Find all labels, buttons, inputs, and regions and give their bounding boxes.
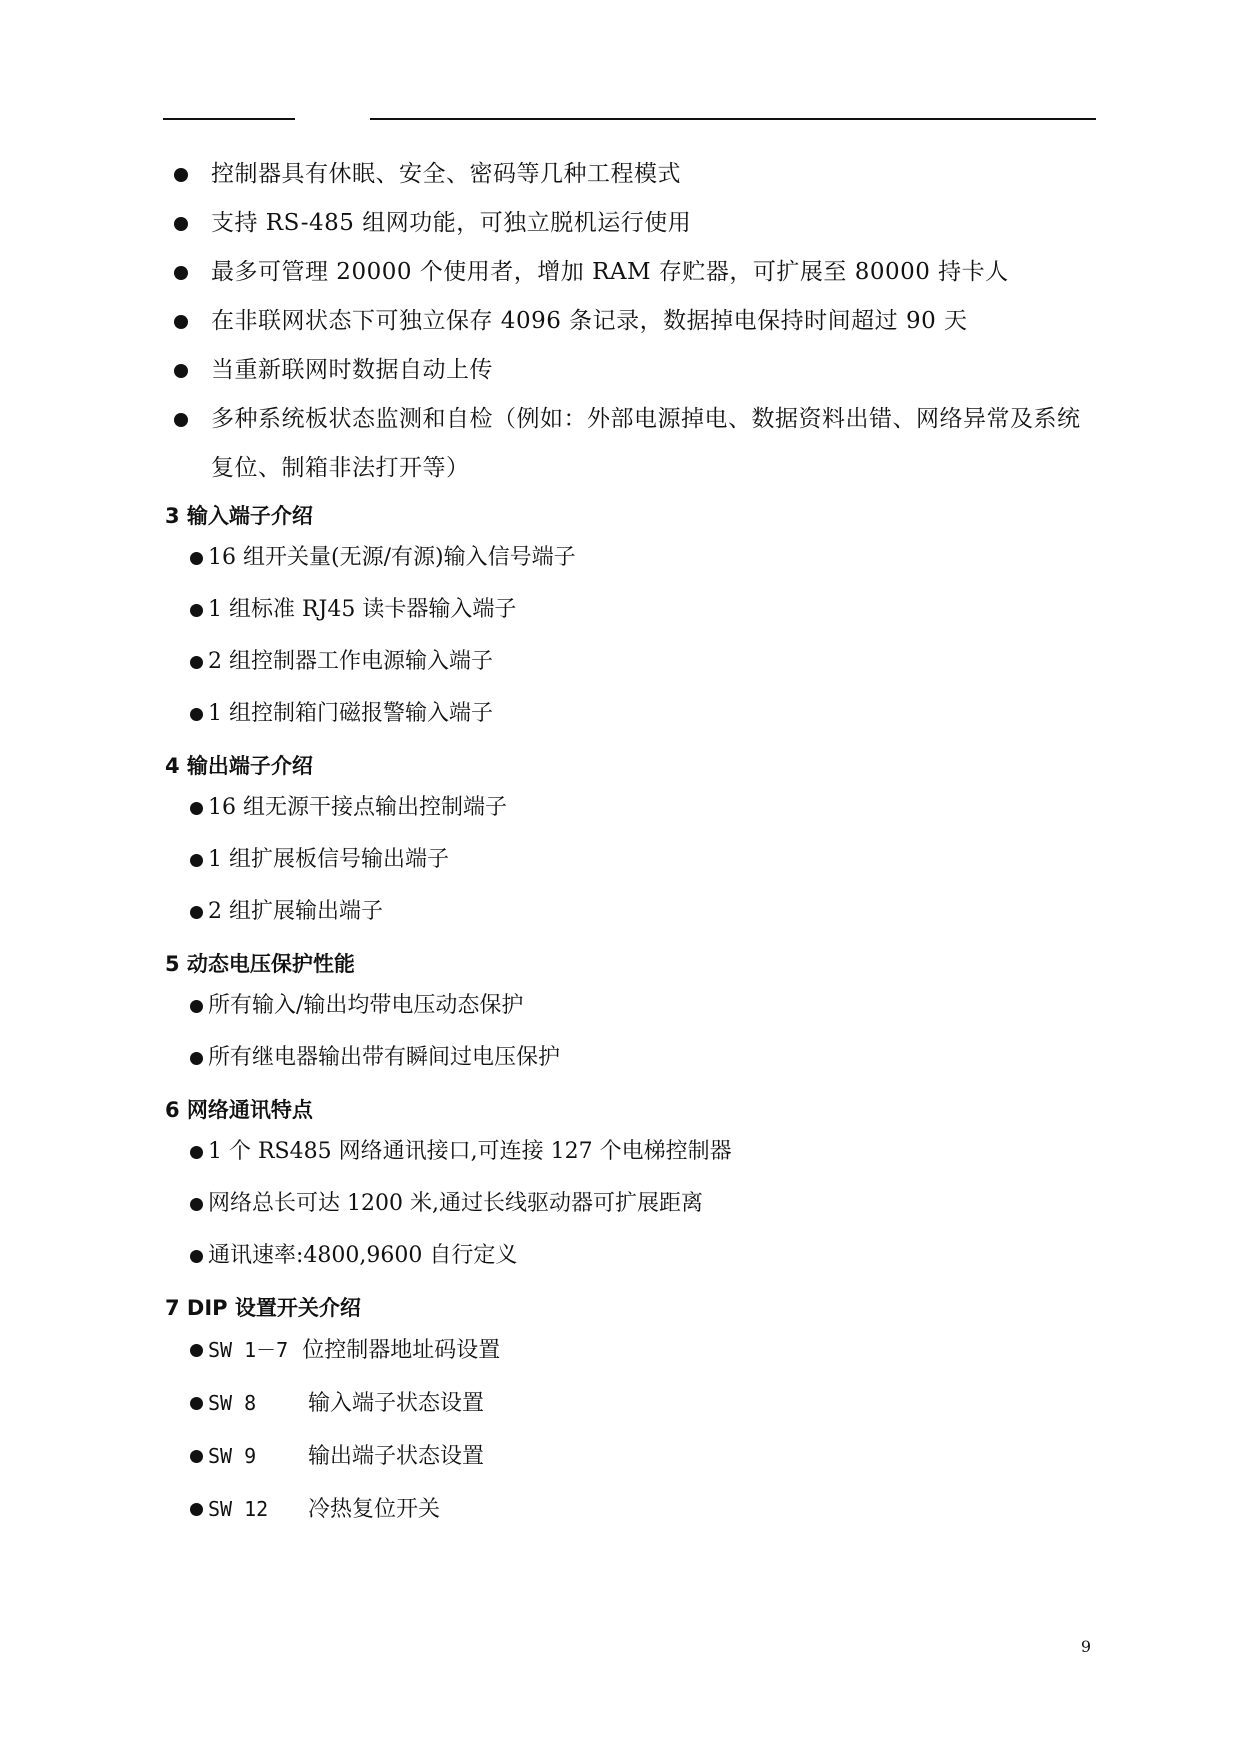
list-item (163, 346, 1103, 395)
page-content (163, 150, 1103, 1547)
page-number: 9 (1080, 1637, 1091, 1656)
list-item (163, 297, 1103, 346)
list-item (163, 699, 1103, 729)
list-item-text: 16 组开关量(无源/有源)输入信号端子 (208, 545, 576, 570)
list-item (163, 199, 1103, 248)
intro-feature-list (163, 150, 1103, 493)
bullet-icon (174, 364, 188, 378)
bullet-icon (174, 168, 188, 182)
list-item-text: 2 组扩展输出端子 (208, 899, 383, 924)
list-item-text: 所有输入/输出均带电压动态保护 (208, 993, 524, 1018)
section-dip-switches (163, 1293, 1103, 1525)
list-item (163, 647, 1103, 677)
list-item (163, 543, 1103, 573)
bullet-icon (190, 1052, 203, 1065)
list-item-text: 1 组扩展板信号输出端子 (208, 847, 449, 872)
list-item (163, 1335, 1103, 1366)
switch-description: 冷热复位开关 (308, 1497, 441, 1522)
bullet-icon (190, 552, 203, 565)
list-item (163, 1137, 1103, 1167)
section-item-list (163, 793, 1103, 927)
bullet-icon (190, 656, 203, 669)
section-heading: 3 输入端子介绍 (165, 504, 313, 528)
dip-switch-list (163, 1335, 1103, 1525)
section-output-terminals (163, 751, 1103, 927)
header-rule-left (163, 118, 295, 120)
list-item-text: 当重新联网时数据自动上传 (211, 357, 493, 383)
list-item-text: 通讯速率:4800,9600 自行定义 (208, 1243, 518, 1268)
list-item-text: 在非联网状态下可独立保存 4096 条记录，数据掉电保持时间超过 90 天 (211, 308, 968, 334)
bullet-icon (190, 1250, 203, 1263)
list-item (163, 595, 1103, 625)
switch-description: 输入端子状态设置 (308, 1391, 485, 1416)
section-item-list (163, 991, 1103, 1073)
bullet-icon (174, 217, 188, 231)
list-item (163, 150, 1103, 199)
bullet-icon (174, 315, 188, 329)
bullet-icon (190, 1198, 203, 1211)
bullet-icon (174, 266, 188, 280)
bullet-icon (190, 1344, 203, 1357)
list-item-text: 16 组无源干接点输出控制端子 (208, 795, 507, 820)
switch-code: SW 1－7 (208, 1338, 289, 1362)
list-item-text: 支持 RS-485 组网功能，可独立脱机运行使用 (211, 210, 692, 236)
section-voltage-protection (163, 949, 1103, 1073)
bullet-icon (190, 802, 203, 815)
list-item (163, 1441, 1103, 1472)
list-item (163, 991, 1103, 1021)
list-item-text: 多种系统板状态监测和自检（例如：外部电源掉电、数据资料出错、网络异常及系统复位、制箱非法打开等） (211, 406, 1081, 481)
list-item-text: 1 组控制箱门磁报警输入端子 (208, 701, 493, 726)
list-item (163, 845, 1103, 875)
section-input-terminals (163, 501, 1103, 729)
section-heading: 5 动态电压保护性能 (165, 952, 355, 976)
bullet-icon (190, 1397, 203, 1410)
bullet-icon (190, 906, 203, 919)
bullet-icon (190, 708, 203, 721)
switch-code: SW 8 (208, 1391, 257, 1415)
list-item (163, 897, 1103, 927)
list-item-text: 最多可管理 20000 个使用者，增加 RAM 存贮器，可扩展至 80000 持卡人 (211, 259, 1009, 285)
list-item (163, 1189, 1103, 1219)
section-network-communication (163, 1095, 1103, 1271)
section-heading: 7 DIP 设置开关介绍 (165, 1296, 361, 1320)
bullet-icon (190, 1450, 203, 1463)
bullet-icon (190, 1146, 203, 1159)
switch-description: 位控制器地址码设置 (302, 1338, 501, 1363)
list-item (163, 248, 1103, 297)
section-heading: 4 输出端子介绍 (165, 754, 313, 778)
switch-description: 输出端子状态设置 (308, 1444, 485, 1469)
list-item-text: 2 组控制器工作电源输入端子 (208, 649, 493, 674)
list-item (163, 793, 1103, 823)
list-item (163, 1043, 1103, 1073)
section-heading: 6 网络通讯特点 (165, 1098, 313, 1122)
switch-code: SW 12 (208, 1497, 269, 1521)
bullet-icon (190, 854, 203, 867)
bullet-icon (174, 413, 188, 427)
list-item (163, 395, 1103, 493)
header-rule-right (370, 118, 1096, 120)
list-item (163, 1388, 1103, 1419)
list-item-text: 控制器具有休眠、安全、密码等几种工程模式 (211, 161, 681, 187)
list-item-text: 所有继电器输出带有瞬间过电压保护 (208, 1045, 561, 1070)
section-item-list (163, 543, 1103, 729)
list-item-text: 1 组标准 RJ45 读卡器输入端子 (208, 597, 517, 622)
bullet-icon (190, 1000, 203, 1013)
list-item (163, 1241, 1103, 1271)
list-item-text: 1 个 RS485 网络通讯接口,可连接 127 个电梯控制器 (208, 1139, 732, 1164)
bullet-icon (190, 1503, 203, 1516)
bullet-icon (190, 604, 203, 617)
list-item-text: 网络总长可达 1200 米,通过长线驱动器可扩展距离 (208, 1191, 703, 1216)
switch-code: SW 9 (208, 1444, 257, 1468)
section-item-list (163, 1137, 1103, 1271)
list-item (163, 1494, 1103, 1525)
